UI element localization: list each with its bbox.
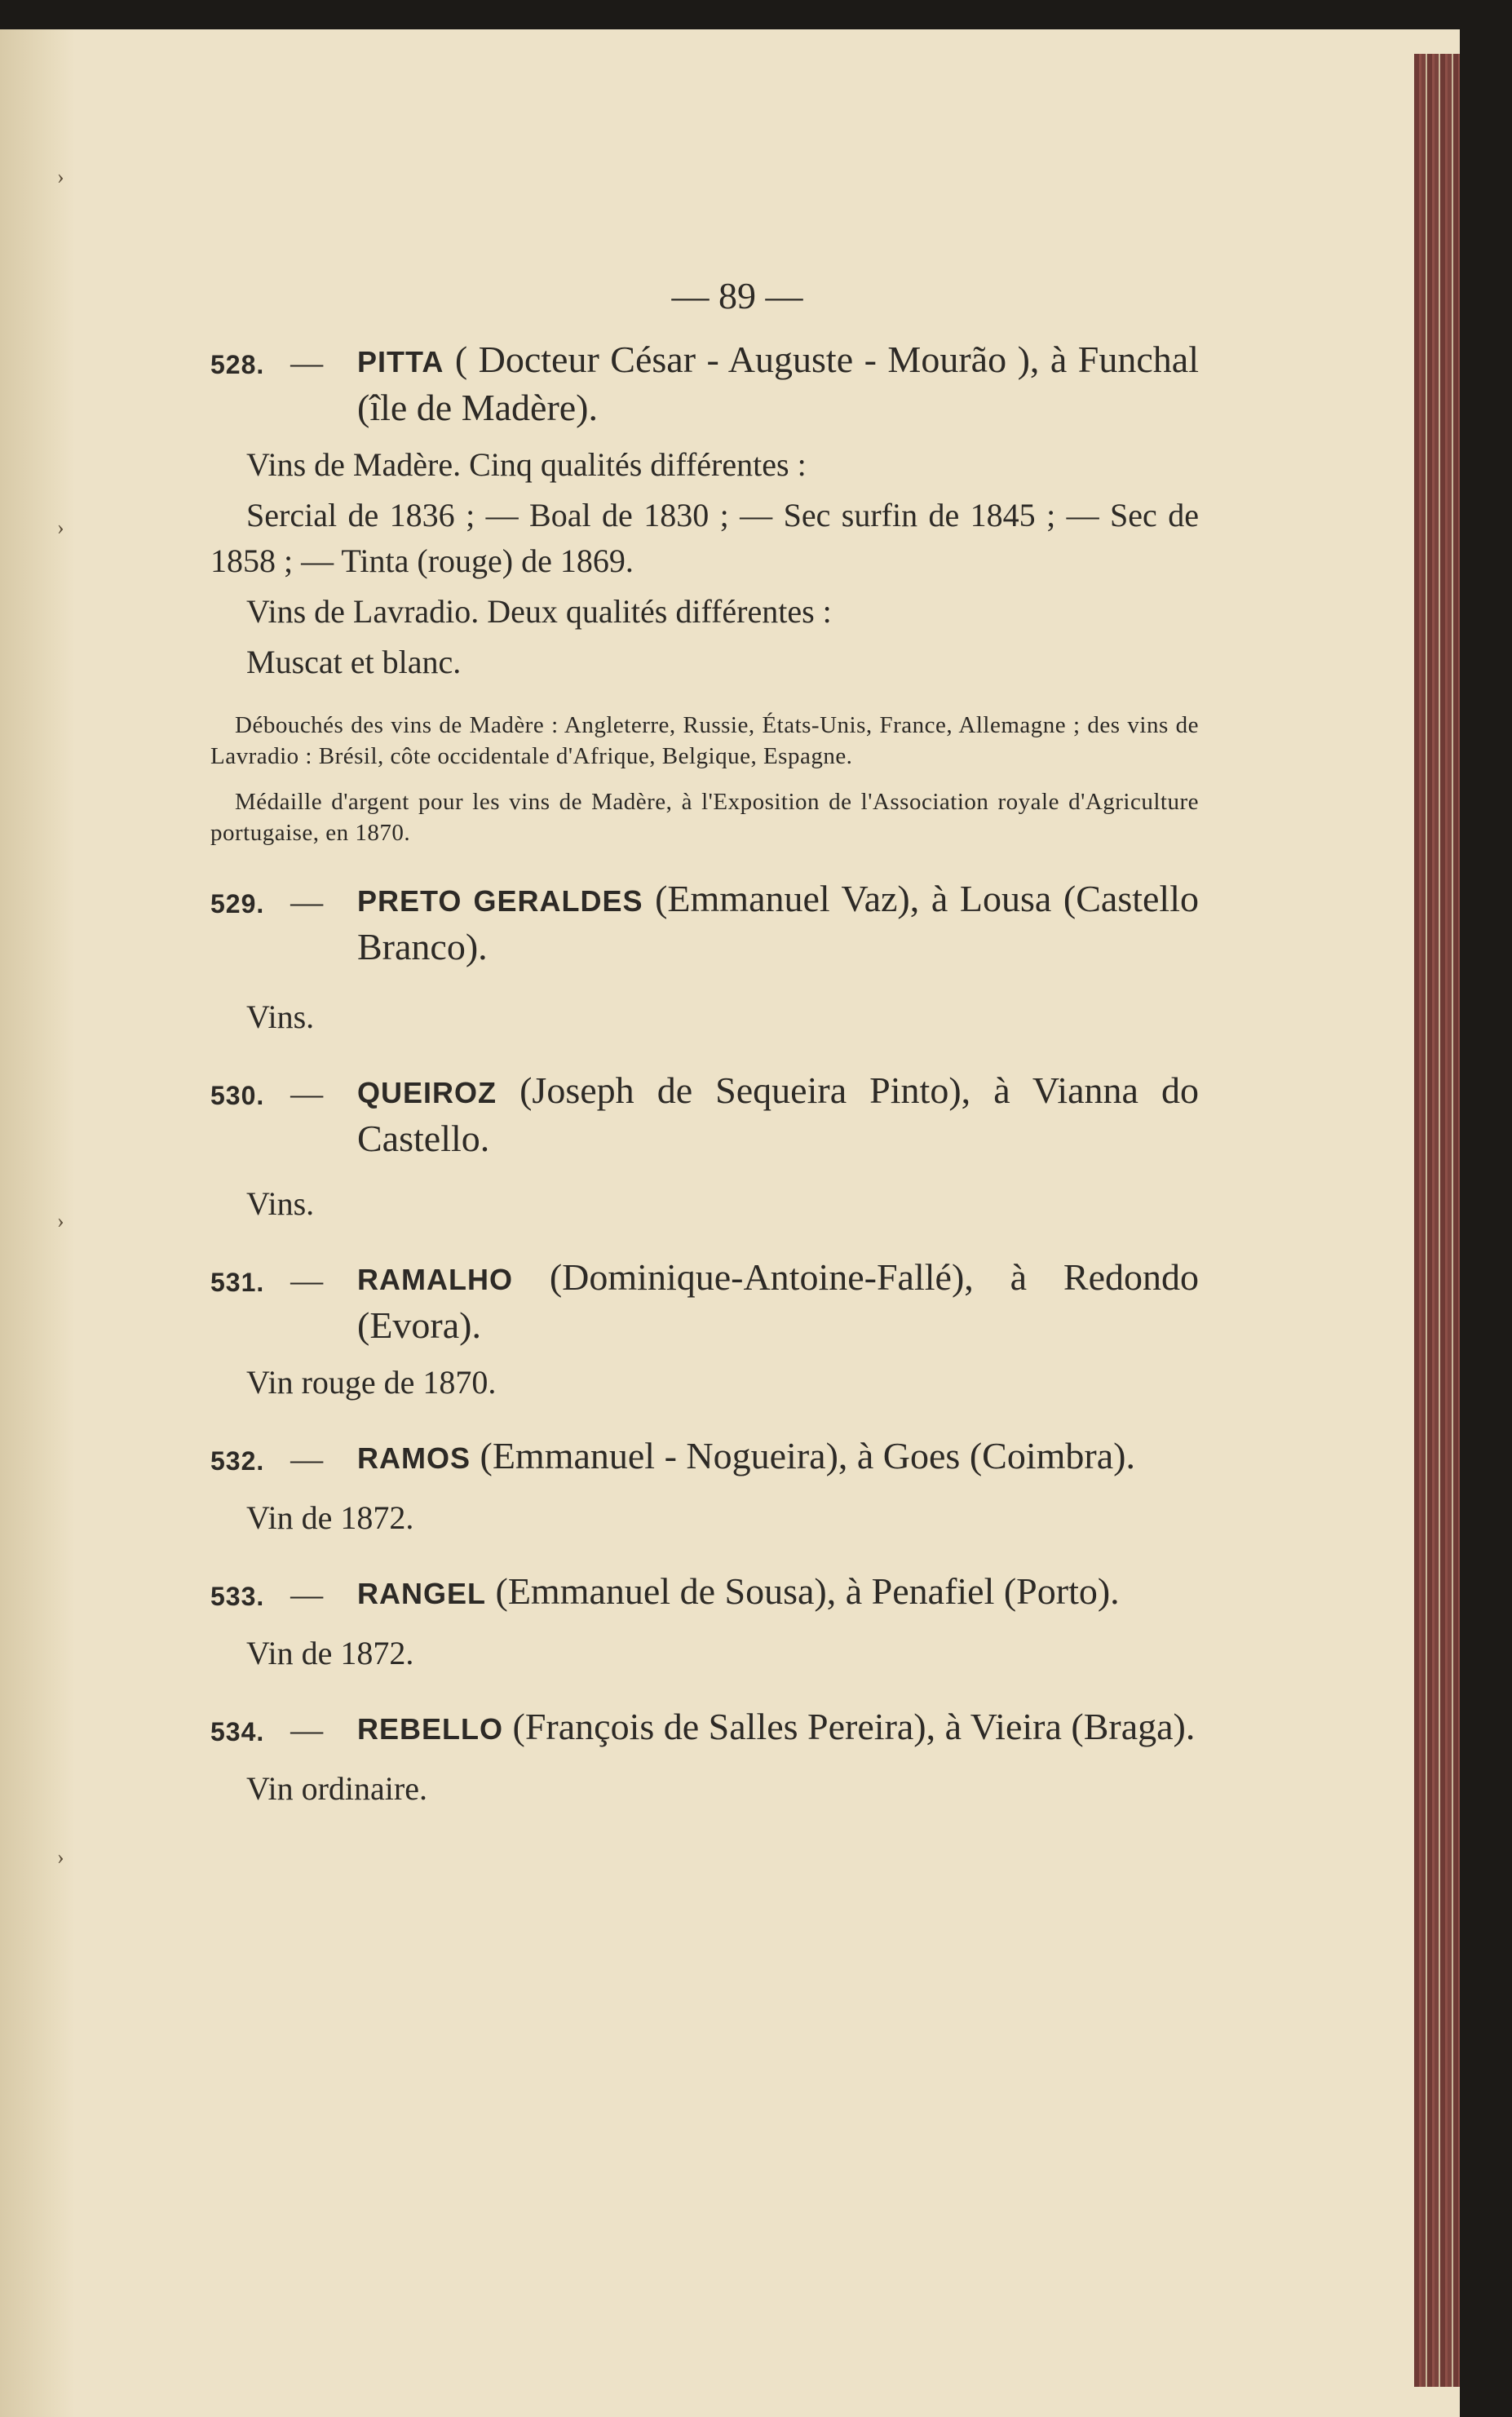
entry-name: RANGEL [357, 1577, 486, 1610]
entry-description: Vin de 1872. [246, 1499, 414, 1536]
entry-531 [210, 1255, 1199, 1405]
entry-description: Vins. [246, 1185, 315, 1222]
edge-mark: › [57, 1845, 64, 1869]
entry-detail: (Dominique-Antoine-Fallé), à Redondo (Evora). [357, 1256, 1199, 1346]
entry-number: 530. — [210, 1075, 325, 1112]
entry-530 [210, 1068, 1199, 1227]
entry-description: Vin de 1872. [246, 1635, 414, 1671]
entry-detail: (Emmanuel - Nogueira), à Goes (Coimbra). [480, 1435, 1135, 1476]
page-number: — 89 — [671, 275, 803, 317]
entry-name: REBELLO [357, 1712, 504, 1746]
entry-number: 529. — [210, 883, 325, 920]
entry-description: Sercial de 1836 ; — Boal de 1830 ; — Sec surfin de 1845 ; — Sec de 1858 ; — Tinta (rouge) de 1869. [210, 497, 1199, 579]
entry-description: Vin rouge de 1870. [246, 1364, 497, 1401]
page-edges [1414, 54, 1460, 2387]
entry-heading [210, 876, 1199, 970]
book-page [0, 29, 1460, 2417]
entry-534 [210, 1704, 1199, 1812]
entry-heading [210, 1255, 1199, 1348]
entry-detail: ( Docteur César - Auguste - Mourão ), à Funchal (île de Madère). [357, 339, 1199, 428]
entry-number: 532. — [210, 1441, 325, 1477]
entry-name: PRETO GERALDES [357, 884, 643, 918]
entry-heading [210, 1433, 1199, 1484]
entry-heading [210, 337, 1199, 431]
entry-529 [210, 876, 1199, 1040]
entry-number: 531. — [210, 1262, 325, 1299]
entry-name: RAMALHO [357, 1263, 513, 1296]
entry-name: QUEIROZ [357, 1076, 497, 1109]
entry-note: Médaille d'argent pour les vins de Madère, à l'Exposition de l'Association royale d'Agriculture portugaise, en 1870. [210, 789, 1199, 846]
entry-name: PITTA [357, 345, 444, 378]
entry-description: Muscat et blanc. [246, 644, 462, 680]
entry-description: Vins. [246, 998, 315, 1035]
entry-description: Vins de Lavradio. Deux qualités différentes : [246, 593, 832, 630]
entry-number: 534. — [210, 1711, 325, 1748]
entry-number: 528. — [210, 344, 325, 381]
entry-note: Débouchés des vins de Madère : Angleterre, Russie, États-Unis, France, Allemagne ; des vins de Lavradio : Brésil, côte occidentale d'Afrique, Belgique, Espagne. [210, 712, 1199, 769]
entry-detail: (François de Salles Pereira), à Vieira (Braga). [512, 1706, 1196, 1747]
edge-mark: › [57, 516, 64, 539]
edge-mark: › [57, 165, 64, 188]
entry-532 [210, 1433, 1199, 1541]
entry-name: RAMOS [357, 1441, 471, 1475]
entry-533 [210, 1569, 1199, 1676]
entry-detail: (Emmanuel Vaz), à Lousa (Castello Branco). [357, 878, 1199, 967]
entry-description: Vins de Madère. Cinq qualités différentes : [246, 446, 807, 483]
entry-detail: (Emmanuel de Sousa), à Penafiel (Porto). [495, 1570, 1120, 1612]
entry-heading [210, 1068, 1199, 1162]
entry-description: Vin ordinaire. [246, 1770, 427, 1807]
entry-528 [210, 337, 1199, 848]
entry-heading [210, 1704, 1199, 1755]
entry-heading [210, 1569, 1199, 1619]
entry-number: 533. — [210, 1576, 325, 1613]
page-text [210, 274, 1199, 1839]
entry-detail: (Joseph de Sequeira Pinto), à Vianna do Castello. [357, 1069, 1200, 1159]
edge-mark: › [57, 1209, 64, 1233]
